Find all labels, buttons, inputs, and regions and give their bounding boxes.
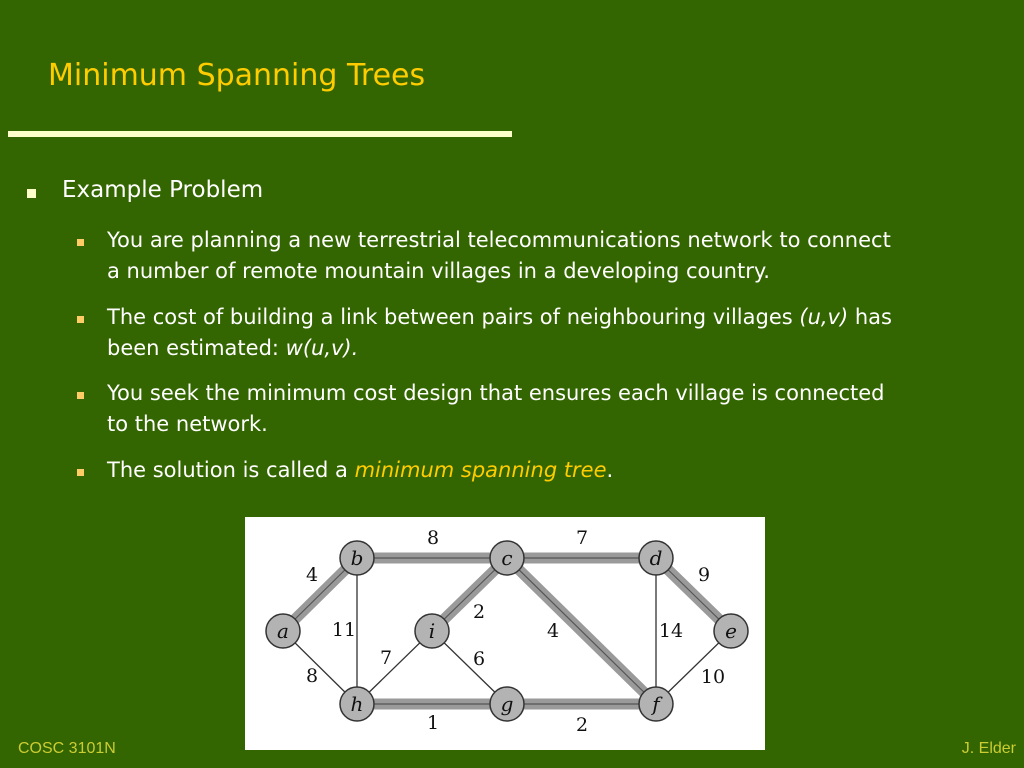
bullet-1-text <box>107 225 997 287</box>
node-a <box>266 614 300 648</box>
bullet-1-line-1: You are planning a new terrestrial telecommunications network to connect <box>107 228 891 252</box>
node-f <box>639 687 673 721</box>
graph-svg <box>245 517 765 750</box>
weight-c-i: 2 <box>472 601 486 623</box>
bullet-2-wuv: w(u,v). <box>285 336 359 360</box>
node-i-label: i <box>428 619 436 643</box>
bullet-2-text <box>107 302 997 364</box>
bullet-3-icon <box>77 392 84 399</box>
node-a-label: a <box>277 619 289 643</box>
node-e <box>714 614 748 648</box>
weight-i-g: 6 <box>472 648 486 670</box>
weight-b-h: 11 <box>331 619 357 641</box>
edge-c-f <box>507 558 656 704</box>
node-g <box>490 687 524 721</box>
weight-h-g: 1 <box>426 712 440 734</box>
bullet-2-line-1 <box>107 302 997 333</box>
bullet-2-icon <box>77 316 84 323</box>
weight-c-d: 7 <box>575 527 589 549</box>
section-heading: Example Problem <box>62 177 264 203</box>
weight-d-f: 14 <box>658 620 684 642</box>
weight-c-f: 4 <box>546 620 560 642</box>
node-g-label: g <box>500 692 514 716</box>
bullet-1-icon <box>77 239 84 246</box>
bullet-3-text <box>107 378 997 440</box>
bullet-4-post: . <box>606 458 614 482</box>
node-d-label: d <box>649 546 663 570</box>
bullet-1-line-2: a number of remote mountain villages in a developing country. <box>107 259 770 283</box>
node-e-label: e <box>725 619 737 643</box>
weight-b-c: 8 <box>426 527 440 549</box>
bullet-2-uv: (u,v) <box>799 305 849 329</box>
bullet-2-line-1-post: has <box>848 305 892 329</box>
footer-author: J. Elder <box>961 740 1016 757</box>
weight-h-i: 7 <box>379 647 393 669</box>
weight-g-f: 2 <box>575 714 589 736</box>
bullet-4-line-1 <box>107 455 997 486</box>
weight-d-e: 9 <box>697 564 711 586</box>
bullet-4-text <box>107 455 997 486</box>
bullet-4-highlight: minimum spanning tree <box>354 458 607 482</box>
node-c <box>490 541 524 575</box>
node-h <box>340 687 374 721</box>
bullet-3-line-1: You seek the minimum cost design that ensures each village is connected <box>107 381 885 405</box>
bullet-3-line-2: to the network. <box>107 412 268 436</box>
level1-bullet-icon <box>27 189 36 198</box>
weight-a-b: 4 <box>305 564 319 586</box>
title-underline <box>8 131 512 137</box>
weight-a-h: 8 <box>305 665 319 687</box>
slide-title: Minimum Spanning Trees <box>48 58 426 93</box>
bullet-2-line-2-pre: been estimated: <box>107 336 286 360</box>
node-c-label: c <box>501 546 513 570</box>
node-b-label: b <box>350 546 364 570</box>
bullet-4-icon <box>77 469 84 476</box>
footer-course: COSC 3101N <box>18 740 116 757</box>
node-d <box>639 541 673 575</box>
bullet-4-pre: The solution is called a <box>107 458 355 482</box>
weight-e-f: 10 <box>700 666 726 688</box>
node-h-label: h <box>350 692 364 716</box>
node-f-label: f <box>652 692 660 716</box>
graph-figure <box>245 517 765 750</box>
node-i <box>415 614 449 648</box>
bullet-2-line-2 <box>107 333 997 364</box>
node-b <box>340 541 374 575</box>
bullet-2-line-1-pre: The cost of building a link between pairs of neighbouring villages <box>107 305 800 329</box>
